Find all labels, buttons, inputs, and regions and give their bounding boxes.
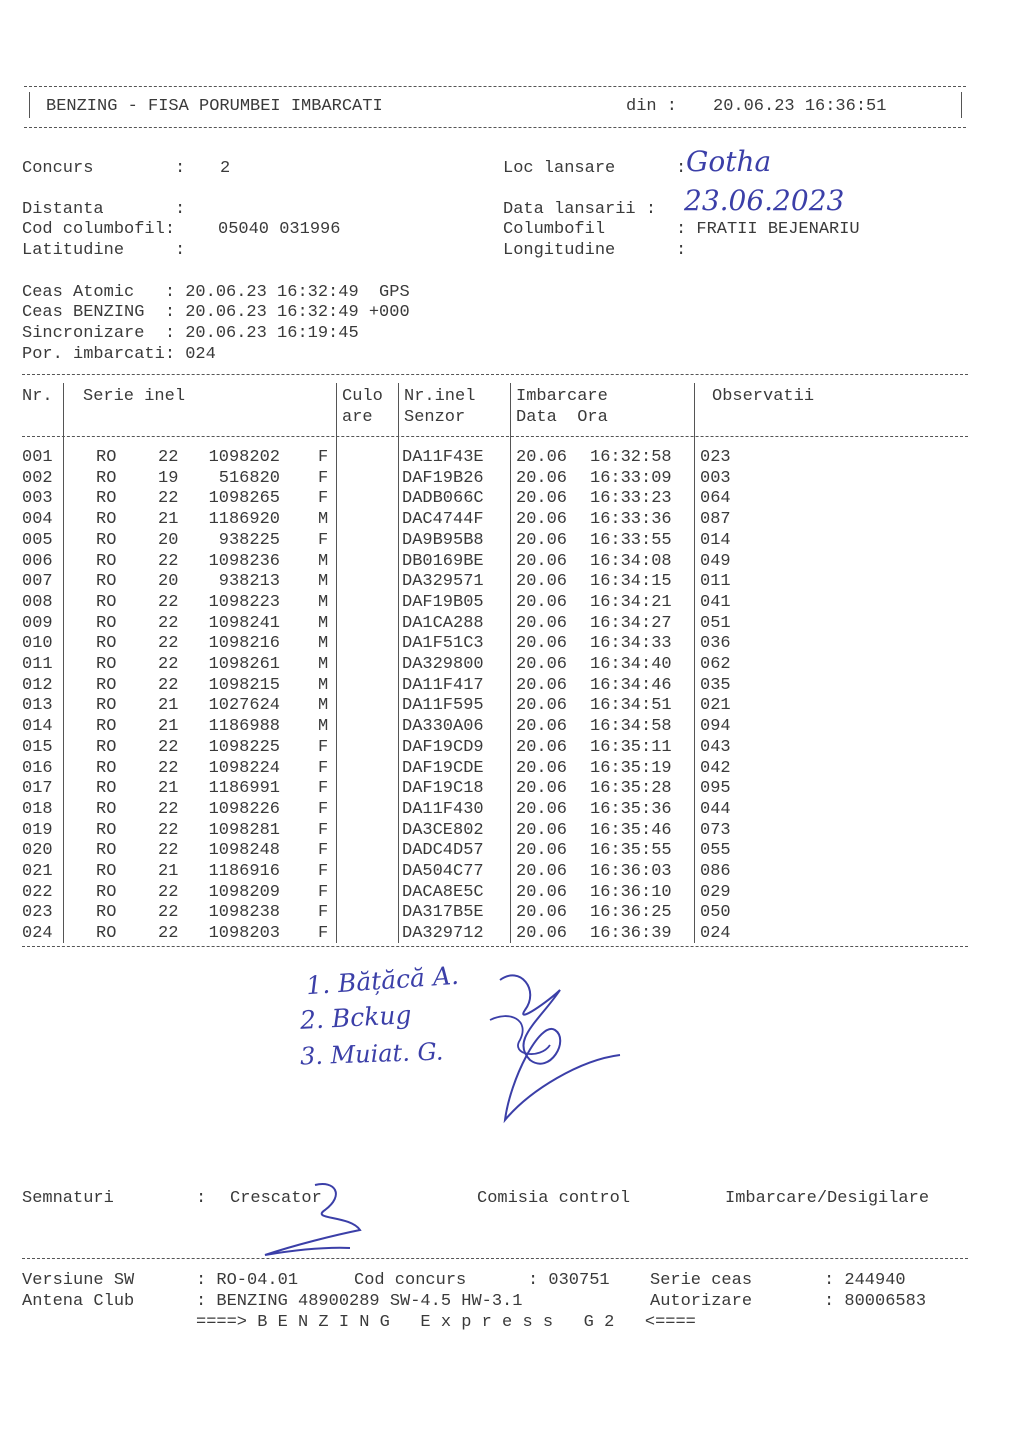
row-ring: 1098226 — [208, 799, 280, 819]
row-ring: 1098281 — [208, 820, 280, 840]
row-obs: 086 — [700, 862, 731, 881]
antena-club-label: Antena Club — [22, 1292, 135, 1311]
row-sex: F — [318, 530, 329, 550]
row-ring: 1186920 — [208, 510, 280, 530]
row-nr: 018 — [22, 799, 53, 819]
sincronizare: Sincronizare : 20.06.23 16:19:45 — [22, 324, 359, 343]
table-header-rule — [22, 436, 968, 437]
row-time: 16:34:51 — [590, 696, 672, 716]
row-country: RO — [96, 510, 117, 530]
row-country: RO — [96, 572, 117, 592]
row-obs: 041 — [700, 592, 731, 612]
row-ring: 1098202 — [208, 448, 280, 467]
row-sex: F — [318, 737, 329, 757]
columbofil-value: : FRATII BEJENARIU — [676, 220, 860, 239]
concurs-label: Concurs : — [22, 159, 186, 178]
col-sep-serie — [336, 383, 337, 943]
row-ring: 938213 — [218, 572, 280, 592]
row-country: RO — [96, 696, 117, 716]
row-nr: 021 — [22, 862, 53, 881]
row-sensor: DA329571 — [402, 572, 484, 592]
col-sep-senzor — [510, 383, 511, 943]
row-obs: 003 — [700, 468, 731, 488]
row-nr: 006 — [22, 551, 53, 571]
row-sex: F — [318, 489, 329, 509]
autorizare-value: : 80006583 — [824, 1292, 927, 1311]
distanta-label: Distanta : — [22, 200, 186, 219]
longitudine-label: Longitudine — [503, 241, 616, 260]
row-country: RO — [96, 634, 117, 654]
col-sep-imbarcare — [694, 383, 695, 943]
row-time: 16:35:19 — [590, 758, 672, 778]
row-date: 20.06 — [516, 799, 568, 819]
row-year: 21 — [158, 717, 179, 737]
table-bottom-rule — [22, 946, 968, 947]
row-country: RO — [96, 799, 117, 819]
row-obs: 044 — [700, 799, 731, 819]
row-sensor: DAF19CD9 — [402, 737, 484, 757]
row-time: 16:34:33 — [590, 634, 672, 654]
row-date: 20.06 — [516, 675, 568, 695]
row-country: RO — [96, 530, 117, 550]
row-country: RO — [96, 758, 117, 778]
row-ring: 1098224 — [208, 758, 280, 778]
row-sex: M — [318, 675, 329, 695]
row-year: 21 — [158, 696, 179, 716]
row-time: 16:33:36 — [590, 510, 672, 530]
row-country: RO — [96, 675, 117, 695]
row-year: 22 — [158, 655, 179, 674]
row-sensor: DACA8E5C — [402, 882, 484, 902]
row-year: 22 — [158, 675, 179, 695]
row-nr: 010 — [22, 634, 53, 654]
row-date: 20.06 — [516, 737, 568, 757]
row-obs: 051 — [700, 613, 731, 633]
row-country: RO — [96, 655, 117, 674]
row-sex: M — [318, 717, 329, 737]
col-sep-nr — [63, 383, 64, 943]
row-sex: M — [318, 572, 329, 592]
row-ring: 1098248 — [208, 841, 280, 861]
row-time: 16:35:55 — [590, 841, 672, 861]
commission-member-2: 2. Bckug — [299, 1000, 413, 1035]
cod-columbofil-label: Cod columbofil: — [22, 220, 176, 239]
row-obs: 049 — [700, 551, 731, 571]
row-sensor: DAC4744F — [402, 510, 484, 530]
row-date: 20.06 — [516, 489, 568, 509]
row-nr: 016 — [22, 758, 53, 778]
row-year: 20 — [158, 572, 179, 592]
row-obs: 062 — [700, 655, 731, 674]
row-nr: 004 — [22, 510, 53, 530]
row-ring: 1186991 — [208, 779, 280, 799]
row-year: 22 — [158, 448, 179, 467]
row-obs: 050 — [700, 903, 731, 923]
row-time: 16:36:03 — [590, 862, 672, 881]
row-time: 16:34:21 — [590, 592, 672, 612]
row-ring: 1098236 — [208, 551, 280, 571]
row-sex: M — [318, 696, 329, 716]
row-year: 22 — [158, 613, 179, 633]
row-ring: 1098209 — [208, 882, 280, 902]
row-time: 16:33:55 — [590, 530, 672, 550]
row-nr: 005 — [22, 530, 53, 550]
row-date: 20.06 — [516, 696, 568, 716]
din-timestamp: 20.06.23 16:36:51 — [713, 97, 887, 116]
semnaturi-colon: : — [196, 1189, 207, 1208]
row-nr: 023 — [22, 903, 53, 923]
versiune-sw-label: Versiune SW — [22, 1271, 135, 1290]
row-nr: 011 — [22, 655, 53, 674]
col-header-senzor: Senzor — [404, 408, 466, 427]
row-country: RO — [96, 779, 117, 799]
row-nr: 013 — [22, 696, 53, 716]
header-bottom-rule — [24, 127, 966, 128]
row-nr: 001 — [22, 448, 53, 467]
row-country: RO — [96, 468, 117, 488]
row-date: 20.06 — [516, 841, 568, 861]
row-sex: F — [318, 448, 329, 467]
row-sensor: DAF19B26 — [402, 468, 484, 488]
imbarcare-desigilare-label: Imbarcare/Desigilare — [725, 1189, 930, 1208]
row-date: 20.06 — [516, 572, 568, 592]
col-header-data-ora: Data Ora — [516, 408, 608, 427]
row-sex: F — [318, 468, 329, 488]
serie-ceas-value: : 244940 — [824, 1271, 906, 1290]
row-time: 16:35:11 — [590, 737, 672, 757]
row-year: 21 — [158, 510, 179, 530]
row-year: 22 — [158, 489, 179, 509]
row-ring: 1186988 — [208, 717, 280, 737]
row-sensor: DA11F595 — [402, 696, 484, 716]
row-date: 20.06 — [516, 655, 568, 674]
row-sex: F — [318, 924, 329, 944]
row-sex: M — [318, 510, 329, 530]
row-time: 16:36:25 — [590, 903, 672, 923]
row-sensor: DA317B5E — [402, 903, 484, 923]
row-year: 22 — [158, 820, 179, 840]
row-time: 16:36:39 — [590, 924, 672, 944]
row-date: 20.06 — [516, 592, 568, 612]
row-date: 20.06 — [516, 634, 568, 654]
row-sensor: DB0169BE — [402, 551, 484, 571]
row-country: RO — [96, 551, 117, 571]
row-obs: 094 — [700, 717, 731, 737]
row-nr: 022 — [22, 882, 53, 902]
row-ring: 1098225 — [208, 737, 280, 757]
row-country: RO — [96, 903, 117, 923]
row-sensor: DA329800 — [402, 655, 484, 674]
row-nr: 009 — [22, 613, 53, 633]
ceas-atomic: Ceas Atomic : 20.06.23 16:32:49 GPS — [22, 283, 410, 302]
row-time: 16:33:23 — [590, 489, 672, 509]
row-country: RO — [96, 862, 117, 881]
col-header-culoare-2: are — [342, 408, 373, 427]
row-ring: 1098261 — [208, 655, 280, 674]
semnaturi-label: Semnaturi — [22, 1189, 114, 1208]
row-time: 16:35:28 — [590, 779, 672, 799]
row-obs: 087 — [700, 510, 731, 530]
data-lansarii-label: Data lansarii : — [503, 200, 657, 219]
cod-concurs-label: Cod concurs — [354, 1271, 467, 1290]
header-left-border — [29, 92, 30, 118]
data-lansarii-handwritten: 23.06.2023 — [684, 184, 845, 217]
row-nr: 017 — [22, 779, 53, 799]
row-year: 22 — [158, 551, 179, 571]
row-year: 19 — [158, 468, 179, 488]
row-date: 20.06 — [516, 882, 568, 902]
row-country: RO — [96, 448, 117, 467]
row-date: 20.06 — [516, 468, 568, 488]
row-nr: 019 — [22, 820, 53, 840]
row-obs: 073 — [700, 820, 731, 840]
row-nr: 024 — [22, 924, 53, 944]
versiune-sw-value: : RO-04.01 — [196, 1271, 299, 1290]
row-obs: 011 — [700, 572, 731, 592]
row-country: RO — [96, 489, 117, 509]
row-ring: 1027624 — [208, 696, 280, 716]
row-sensor: DA3CE802 — [402, 820, 484, 840]
row-sex: M — [318, 551, 329, 571]
row-country: RO — [96, 924, 117, 944]
row-country: RO — [96, 592, 117, 612]
row-nr: 020 — [22, 841, 53, 861]
commission-member-1: 1. Bățăcă A. — [305, 960, 460, 1001]
row-sensor: DAF19B05 — [402, 592, 484, 612]
row-sex: M — [318, 655, 329, 674]
header-right-border — [961, 92, 962, 118]
row-obs: 095 — [700, 779, 731, 799]
row-obs: 029 — [700, 882, 731, 902]
row-time: 16:34:58 — [590, 717, 672, 737]
row-nr: 014 — [22, 717, 53, 737]
row-sensor: DA11F417 — [402, 675, 484, 695]
row-country: RO — [96, 820, 117, 840]
serie-ceas-label: Serie ceas — [650, 1271, 753, 1290]
row-sensor: DA1CA288 — [402, 613, 484, 633]
row-obs: 055 — [700, 841, 731, 861]
row-ring: 1098265 — [208, 489, 280, 509]
row-ring: 516820 — [218, 468, 280, 488]
row-obs: 042 — [700, 758, 731, 778]
row-date: 20.06 — [516, 924, 568, 944]
row-year: 22 — [158, 737, 179, 757]
col-header-imbarcare: Imbarcare — [516, 387, 608, 406]
benzing-express-banner: ====> B E N Z I N G E x p r e s s G 2 <==== — [196, 1313, 696, 1332]
row-sex: F — [318, 903, 329, 923]
table-top-rule — [22, 374, 968, 375]
row-sex: F — [318, 862, 329, 881]
row-time: 16:34:46 — [590, 675, 672, 695]
commission-signature — [470, 960, 630, 1130]
row-year: 20 — [158, 530, 179, 550]
latitudine-label: Latitudine : — [22, 241, 186, 260]
row-country: RO — [96, 717, 117, 737]
row-year: 22 — [158, 634, 179, 654]
row-sensor: DA330A06 — [402, 717, 484, 737]
row-year: 22 — [158, 758, 179, 778]
row-obs: 036 — [700, 634, 731, 654]
loc-lansare-colon: : — [676, 159, 687, 178]
row-obs: 023 — [700, 448, 731, 467]
row-year: 22 — [158, 924, 179, 944]
col-header-nr: Nr. — [22, 387, 53, 406]
row-ring: 1098241 — [208, 613, 280, 633]
row-ring: 1098215 — [208, 675, 280, 695]
row-year: 22 — [158, 903, 179, 923]
row-country: RO — [96, 841, 117, 861]
signature-rule — [22, 1258, 968, 1259]
ceas-benzing: Ceas BENZING : 20.06.23 16:32:49 +000 — [22, 303, 410, 322]
row-nr: 015 — [22, 737, 53, 757]
row-sex: M — [318, 592, 329, 612]
columbofil-label: Columbofil — [503, 220, 606, 239]
row-year: 21 — [158, 862, 179, 881]
porumbei-imbarcati-count: Por. imbarcati: 024 — [22, 345, 216, 364]
comisia-control-label: Comisia control — [477, 1189, 631, 1208]
row-nr: 002 — [22, 468, 53, 488]
row-nr: 007 — [22, 572, 53, 592]
row-nr: 003 — [22, 489, 53, 509]
row-date: 20.06 — [516, 903, 568, 923]
row-year: 22 — [158, 841, 179, 861]
row-ring: 1186916 — [208, 862, 280, 881]
row-date: 20.06 — [516, 448, 568, 467]
row-date: 20.06 — [516, 779, 568, 799]
row-sensor: DA11F43E — [402, 448, 484, 467]
row-year: 21 — [158, 779, 179, 799]
row-time: 16:34:40 — [590, 655, 672, 674]
commission-member-3: 3. Muiat. G. — [299, 1037, 444, 1071]
row-ring: 1098203 — [208, 924, 280, 944]
row-date: 20.06 — [516, 862, 568, 881]
row-sensor: DA9B95B8 — [402, 530, 484, 550]
row-sex: F — [318, 779, 329, 799]
col-header-observatii: Observatii — [712, 387, 815, 406]
row-obs: 043 — [700, 737, 731, 757]
row-year: 22 — [158, 799, 179, 819]
crescator-signature — [255, 1175, 385, 1265]
row-country: RO — [96, 613, 117, 633]
document-title: BENZING - FISA PORUMBEI IMBARCATI — [46, 97, 383, 116]
row-sex: M — [318, 634, 329, 654]
row-sensor: DAF19CDE — [402, 758, 484, 778]
row-sensor: DADC4D57 — [402, 841, 484, 861]
concurs-value: 2 — [220, 159, 231, 178]
row-sensor: DAF19C18 — [402, 779, 484, 799]
row-country: RO — [96, 882, 117, 902]
row-time: 16:33:09 — [590, 468, 672, 488]
col-header-nr-inel: Nr.inel — [404, 387, 476, 406]
row-sensor: DA1F51C3 — [402, 634, 484, 654]
crescator-label: Crescator — [230, 1189, 322, 1208]
autorizare-label: Autorizare — [650, 1292, 753, 1311]
row-obs: 024 — [700, 924, 731, 944]
row-sensor: DA504C77 — [402, 862, 484, 881]
row-year: 22 — [158, 882, 179, 902]
row-sensor: DADB066C — [402, 489, 484, 509]
row-ring: 1098238 — [208, 903, 280, 923]
row-date: 20.06 — [516, 530, 568, 550]
row-date: 20.06 — [516, 717, 568, 737]
loc-lansare-label: Loc lansare — [503, 159, 616, 178]
row-time: 16:34:27 — [590, 613, 672, 633]
row-country: RO — [96, 737, 117, 757]
row-nr: 012 — [22, 675, 53, 695]
row-sensor: DA11F430 — [402, 799, 484, 819]
row-time: 16:34:08 — [590, 551, 672, 571]
row-date: 20.06 — [516, 551, 568, 571]
cod-columbofil-value: 05040 031996 — [218, 220, 341, 239]
col-header-serie-inel: Serie inel — [83, 387, 186, 406]
row-year: 22 — [158, 592, 179, 612]
loc-lansare-handwritten: Gotha — [686, 145, 772, 178]
row-ring: 1098216 — [208, 634, 280, 654]
row-sensor: DA329712 — [402, 924, 484, 944]
row-time: 16:34:15 — [590, 572, 672, 592]
longitudine-colon: : — [676, 241, 687, 260]
row-time: 16:32:58 — [590, 448, 672, 467]
row-sex: F — [318, 820, 329, 840]
row-time: 16:36:10 — [590, 882, 672, 902]
row-obs: 064 — [700, 489, 731, 509]
row-obs: 021 — [700, 696, 731, 716]
antena-club-value: : BENZING 48900289 SW-4.5 HW-3.1 — [196, 1292, 523, 1311]
row-time: 16:35:36 — [590, 799, 672, 819]
row-sex: F — [318, 882, 329, 902]
row-sex: F — [318, 758, 329, 778]
row-sex: M — [318, 613, 329, 633]
row-ring: 938225 — [218, 530, 280, 550]
row-obs: 014 — [700, 530, 731, 550]
row-date: 20.06 — [516, 820, 568, 840]
col-header-culoare: Culo — [342, 387, 383, 406]
row-nr: 008 — [22, 592, 53, 612]
header-top-rule — [24, 86, 966, 87]
row-ring: 1098223 — [208, 592, 280, 612]
col-sep-culoare — [398, 383, 399, 943]
din-label: din : — [626, 97, 678, 116]
row-date: 20.06 — [516, 613, 568, 633]
row-date: 20.06 — [516, 758, 568, 778]
cod-concurs-value: : 030751 — [528, 1271, 610, 1290]
row-time: 16:35:46 — [590, 820, 672, 840]
row-sex: F — [318, 799, 329, 819]
row-sex: F — [318, 841, 329, 861]
row-obs: 035 — [700, 675, 731, 695]
row-date: 20.06 — [516, 510, 568, 530]
